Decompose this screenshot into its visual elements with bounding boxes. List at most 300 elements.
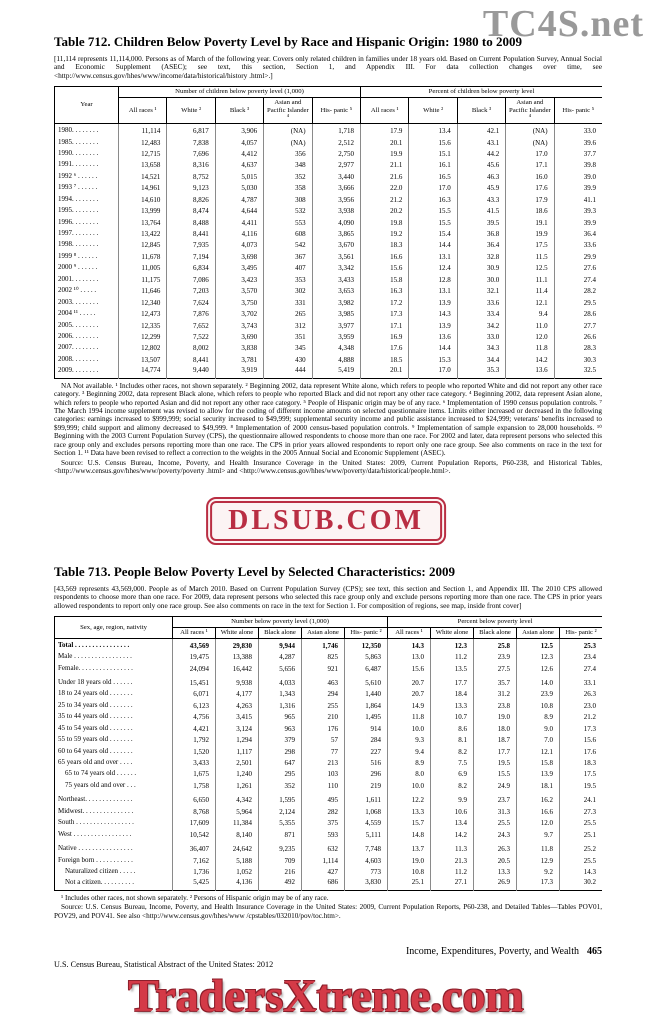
table-row [55,806,603,817]
table-cell: 13.3 [388,806,431,817]
table-cell: 312 [264,320,312,331]
table-cell: 37.7 [554,148,602,159]
table-cell: 17.6 [361,342,409,353]
table-cell: 3,124 [216,723,259,734]
table-cell: 21.2 [361,194,409,205]
row-label: 1991. . . . . . . . [58,160,99,169]
table-cell: 39.3 [554,205,602,216]
table-cell: 21.6 [361,171,409,182]
table-cell: 1,611 [345,791,388,805]
table-row [55,274,603,285]
table-cell: 28.3 [554,342,602,353]
table-cell: 6,123 [173,700,216,711]
table-cell: 12.5 [517,638,560,651]
table-row [55,817,603,828]
row-label: 60 to 64 years old . . . . . . . [58,746,133,755]
row-label: Total . . . . . . . . . . . . . . . . [58,640,130,649]
table-cell: 14.4 [409,342,457,353]
table-cell: 20.1 [361,137,409,148]
table-cell: (NA) [506,137,554,148]
table-cell: 22.0 [361,182,409,193]
table-cell: 921 [302,663,345,674]
row-label: 65 years old and over . . . . [58,758,133,767]
table-cell: 14,610 [119,194,167,205]
table-cell: 36,407 [173,840,216,854]
table-cell: 427 [302,866,345,877]
table-cell: 39.5 [457,217,505,228]
table-cell: 9,235 [259,840,302,854]
table-cell: 14.3 [388,638,431,651]
table-cell: 5,656 [259,663,302,674]
table-cell: 8,441 [167,228,215,239]
table-cell: 9.9 [431,791,474,805]
table-cell: 20.2 [361,205,409,216]
table-cell: 27.7 [554,320,602,331]
table-cell: 13.0 [388,651,431,662]
table-cell: 3,982 [312,297,360,308]
table-cell: 33.1 [560,674,602,688]
row-label: 2003. . . . . . . . [58,297,99,306]
table-cell: 13,764 [119,217,167,228]
table-cell: 12.3 [431,638,474,651]
table-cell: 15.7 [388,817,431,828]
table-cell: 25.3 [560,638,602,651]
row-label: West . . . . . . . . . . . . . . . . . [58,829,132,838]
table-cell: 13.3 [431,700,474,711]
table-cell: 33.6 [554,239,602,250]
table-cell: 16.0 [506,171,554,182]
row-label: 1994. . . . . . . . [58,194,99,203]
table-cell: 26.3 [560,688,602,699]
table-cell: 19.0 [388,855,431,866]
table-cell: 444 [264,365,312,378]
table-713-source: Source: U.S. Census Bureau, Income, Poverty, and Health Insurance Coverage in the United States: 2009, Current Population Reports, P60-238, and Detailed Tables—Tables POV01, POV29, and POV41. See also <http://www.census.gov/hhes/www /cpstables/032010/pov/toc.htm>. [54,903,602,920]
table-cell: 24,094 [173,663,216,674]
table-cell: 15.1 [409,148,457,159]
table-row [55,285,603,296]
table-cell: 4,090 [312,217,360,228]
table-row [55,829,603,840]
table-cell: 13.3 [474,866,517,877]
table-cell: 41.1 [554,194,602,205]
table-cell: 17.9 [506,194,554,205]
table-row [55,297,603,308]
table-cell: 21.1 [361,159,409,170]
table-712-title: Table 712. Children Below Poverty Level by Race and Hispanic Origin: 1980 to 2009 [54,34,523,49]
table-cell: 3,653 [312,285,360,296]
table-cell: 29.5 [554,297,602,308]
table-cell: 31.3 [474,806,517,817]
table-cell: 11.2 [431,866,474,877]
table-cell: 17.1 [361,320,409,331]
table-cell: 1,595 [259,791,302,805]
footer-credit: U.S. Census Bureau, Statistical Abstract of the United States: 2012 [54,960,274,969]
table-cell: 686 [302,877,345,890]
table-cell: 6,817 [167,124,215,137]
row-label: 2008. . . . . . . . [58,354,99,363]
table-cell: 20.5 [474,855,517,866]
table-cell: 176 [302,723,345,734]
table-row [55,757,603,768]
row-label: 1996. . . . . . . . [58,217,99,226]
table-cell: 8,826 [167,194,215,205]
table-cell: 492 [259,877,302,890]
table-cell: 12,845 [119,239,167,250]
table-cell: 3,743 [215,320,263,331]
table-cell: 12.2 [388,791,431,805]
table-cell: 348 [264,159,312,170]
table-cell: 15.8 [517,757,560,768]
table-cell: 24.3 [474,829,517,840]
table-cell: 15.6 [560,734,602,745]
table-cell: 308 [264,194,312,205]
table-row [55,365,603,378]
table-cell: 45.9 [457,182,505,193]
table-cell: 5,863 [345,651,388,662]
table-row [55,124,603,137]
table-row [55,228,603,239]
table-cell: 12.9 [517,855,560,866]
table-cell: 27.3 [560,806,602,817]
table-cell: 5,188 [216,855,259,866]
row-label: Midwest. . . . . . . . . . . . . . . [58,806,134,815]
table-cell: 13.5 [431,663,474,674]
row-label: Foreign born . . . . . . . . . . . [58,855,133,864]
table-cell: 27.4 [560,663,602,674]
table-cell: 23.9 [474,651,517,662]
table-cell: 12,715 [119,148,167,159]
table-cell: 25.5 [560,817,602,828]
table-713-section [54,564,602,936]
table-cell: 21.2 [560,711,602,722]
table-cell: 13.1 [409,285,457,296]
table-cell: 13,422 [119,228,167,239]
table-cell: 25.1 [560,829,602,840]
table-cell: 24,642 [216,840,259,854]
table-cell: 12,350 [345,638,388,651]
table-cell: 39.6 [554,137,602,148]
row-label: Not a citizen. . . . . . . . . . [65,878,135,887]
row-label: 55 to 59 years old . . . . . . . [58,735,133,744]
table-cell: 12.5 [506,262,554,273]
table-cell: 516 [345,757,388,768]
table-cell: 17,609 [173,817,216,828]
table-cell: 3,985 [312,308,360,319]
table-cell: 8,441 [167,354,215,365]
table-cell: 14.0 [517,674,560,688]
table-cell: 3,698 [215,251,263,262]
table-cell: 20.7 [388,674,431,688]
table-cell: 296 [345,768,388,779]
table-cell: 39.9 [554,217,602,228]
table-cell: 632 [302,840,345,854]
table-row [55,342,603,353]
table-cell: 3,956 [312,194,360,205]
table-cell: 25.8 [474,638,517,651]
table-row [55,780,603,791]
table-cell: 18.1 [517,780,560,791]
table-cell: 9.0 [517,723,560,734]
table-cell: 11.8 [517,840,560,854]
table-cell: 12,483 [119,137,167,148]
table-cell: 30.2 [560,877,602,890]
table-cell: 3,919 [215,365,263,378]
row-label: 65 to 74 years old . . . . . . [65,769,137,778]
column-header: Asian and Pacific Islander ⁴ [506,97,554,123]
table-cell: 1,261 [216,780,259,791]
table-cell: 14.2 [506,354,554,365]
row-label: 25 to 34 years old . . . . . . . [58,700,133,709]
table-cell: 18.7 [474,734,517,745]
table-cell: 5,425 [173,877,216,890]
table-cell: 14.8 [388,829,431,840]
table-row [55,182,603,193]
row-label: 35 to 44 years old . . . . . . . [58,712,133,721]
table-cell: 298 [259,746,302,757]
table-cell: 1,052 [216,866,259,877]
table-cell: 7,624 [167,297,215,308]
table-cell: 27.1 [431,877,474,890]
table-cell: 9.4 [388,746,431,757]
table-cell: 1,746 [302,638,345,651]
table-cell: 23.9 [517,688,560,699]
table-cell: 9,123 [167,182,215,193]
table-cell: 4,637 [215,159,263,170]
table-cell: 1,316 [259,700,302,711]
table-cell: 8,140 [216,829,259,840]
row-label: 1990. . . . . . . . [58,148,99,157]
table-cell: 1,520 [173,746,216,757]
table-cell: 23.4 [560,651,602,662]
table-cell: 17.3 [560,723,602,734]
table-cell: 1,718 [312,124,360,137]
table-cell: 3,561 [312,251,360,262]
table-cell: 27.4 [554,274,602,285]
table-cell: 1,343 [259,688,302,699]
table-cell: 46.3 [457,171,505,182]
table-cell: 7,838 [167,137,215,148]
table-cell: 35.7 [474,674,517,688]
table-cell: 6,487 [345,663,388,674]
table-cell: 7,194 [167,251,215,262]
table-cell: 16.1 [409,159,457,170]
table-cell: 7,162 [173,855,216,866]
row-label: 1985. . . . . . . . [58,137,99,146]
table-cell: 10.8 [388,866,431,877]
table-cell: 8,002 [167,342,215,353]
table-cell: 495 [302,791,345,805]
table-cell: 23.7 [474,791,517,805]
table-cell: 9.2 [517,866,560,877]
table-cell: 7,696 [167,148,215,159]
table-cell: 32.1 [457,285,505,296]
table-cell: 963 [259,723,302,734]
table-cell: 19.9 [361,148,409,159]
table-cell: 25.1 [388,877,431,890]
table-cell: 5,015 [215,171,263,182]
table-712-section [54,34,602,564]
row-label: 1992 ⁶ . . . . . . [58,171,98,180]
table-cell: 9,440 [167,365,215,378]
row-label: 2007. . . . . . . . [58,343,99,352]
table-cell: 11.3 [431,840,474,854]
table-cell: 14,961 [119,182,167,193]
table-cell: 27.6 [554,262,602,273]
table-cell: 7.0 [517,734,560,745]
table-cell: 7,748 [345,840,388,854]
table-cell: 17.5 [560,768,602,779]
table-cell: 20.7 [388,688,431,699]
footer-section-title: Income, Expenditures, Poverty, and Wealth [405,946,579,957]
table-cell: 4,033 [259,674,302,688]
table-cell: 16,442 [216,663,259,674]
table-cell: 20.1 [361,365,409,378]
column-header: White alone [216,627,259,638]
table-cell: 4,421 [173,723,216,734]
table-cell: 13.9 [409,320,457,331]
table-cell: 15.8 [361,274,409,285]
table-row [55,768,603,779]
group-header-percent: Percent below poverty level [388,617,602,628]
row-label: 45 to 54 years old . . . . . . . [58,723,133,732]
table-cell: 12.4 [409,262,457,273]
table-cell: 1,440 [345,688,388,699]
table-cell: 17.3 [517,877,560,890]
table-cell: 7,203 [167,285,215,296]
table-cell: 4,136 [216,877,259,890]
table-cell: 7.5 [431,757,474,768]
table-cell: 14,521 [119,171,167,182]
table-cell: 4,603 [345,855,388,866]
table-cell: 2,124 [259,806,302,817]
table-cell: 1,758 [173,780,216,791]
table-cell: 11,678 [119,251,167,262]
table-cell: 39.9 [554,182,602,193]
table-cell: 42.1 [457,124,505,137]
table-cell: 12,802 [119,342,167,353]
row-label: 1993 ⁷ . . . . . . [58,183,98,192]
table-cell: 219 [345,780,388,791]
table-cell: 17.0 [506,148,554,159]
table-cell: 1,294 [216,734,259,745]
group-header-number: Number below poverty level (1,000) [173,617,388,628]
table-row [55,711,603,722]
table-cell: 4,756 [173,711,216,722]
table-cell: 965 [259,711,302,722]
table-cell: 13.1 [409,251,457,262]
column-header: All races ¹ [361,97,409,123]
table-cell: (NA) [264,137,312,148]
table-cell: 14.4 [409,239,457,250]
table-cell: 17.6 [506,182,554,193]
table-712-footnotes: NA Not available. ¹ Includes other races, not shown separately. ² Beginning 2002, data represent White alone, which refers to people who reported White and did not report any other race category. ³ Beginning 2002, data represent Black alone, which refers to people who reported Black and did not report any other race category. ⁴ Beginning 2002, data represent Asian alone, which refers to people who reported Asian and did not report any other race category. ⁵ People of Hispanic origin may be of any race. ⁶ Implementation of 1990 census population controls. ⁷ The March 1994 income supplement was revised to allow for the coding of different income amounts on selected questionnaire items. Limits either increased or decreased in the following categories: earnings increased to $999,999; social security increased to $49,999; supplemental security income and public assistance increased to $24,999; veterans' benefits increased to $99,999; child support and alimony decreased to $49,999. ⁸ Implementation of 2000 census-based population controls. ⁹ Implementation of sample expansion to 28,000 households. ¹⁰ Beginning with the 2003 Current Population Survey (CPS), the questionnaire allowed respondents to choose more than one race. For 2002 and later, data represent persons who selected this race group only and excludes persons reporting more than one race. The CPS in prior years allowed respondents to report only one race group. See also comments on race in the text for Section 1. ¹¹ Data have been revised to reflect a correction to the weights in the 2005 Annual Social and Economic Supplement (ASEC). [54,381,602,458]
table-cell: 3,495 [215,262,263,273]
table-row [55,638,603,651]
table-cell: 10.0 [388,780,431,791]
table-cell: 17.7 [431,674,474,688]
table-cell: 3,781 [215,354,263,365]
table-cell: 5,111 [345,829,388,840]
table-cell: 7,522 [167,331,215,342]
table-row [55,205,603,216]
table-cell: 13.9 [409,297,457,308]
table-cell: 8,752 [167,171,215,182]
column-header: Black ³ [215,97,263,123]
table-cell: 10.7 [431,711,474,722]
table-cell: 773 [345,866,388,877]
table-cell: 463 [302,674,345,688]
table-cell: 16.6 [517,806,560,817]
table-cell: 345 [264,342,312,353]
table-cell: 9.3 [388,734,431,745]
table-cell: 430 [264,354,312,365]
table-cell: 23.8 [474,700,517,711]
table-cell: 5,610 [345,674,388,688]
table-row [55,148,603,159]
table-cell: 4,057 [215,137,263,148]
table-cell: 34.4 [457,354,505,365]
row-label: Under 18 years old . . . . . . [58,677,133,686]
table-cell: 4,287 [259,651,302,662]
table-cell: 15.6 [361,262,409,273]
table-cell: 4,411 [215,217,263,228]
column-header: His- panic ² [345,627,388,638]
table-row [55,688,603,699]
table-row [55,791,603,805]
table-cell: 17.7 [474,746,517,757]
table-cell: 4,263 [216,700,259,711]
table-cell: 17.5 [506,239,554,250]
table-cell: 227 [345,746,388,757]
column-header: White ² [167,97,215,123]
row-label: 2002 ¹⁰ . . . . . [58,286,97,295]
row-label: 2006. . . . . . . . [58,331,99,340]
table-cell: 11,384 [216,817,259,828]
table-cell: 7,652 [167,320,215,331]
table-cell: 11,114 [119,124,167,137]
table-cell: 367 [264,251,312,262]
table-cell: 17.1 [506,159,554,170]
column-header: White ² [409,97,457,123]
table-cell: 44.2 [457,148,505,159]
column-header: Black alone [474,627,517,638]
table-cell: 14.9 [388,700,431,711]
table-cell: 13,388 [216,651,259,662]
watermark-top: TC4S.net [482,3,644,45]
table-cell: 14,774 [119,365,167,378]
table-cell: 1,864 [345,700,388,711]
table-cell: 17.9 [361,124,409,137]
table-cell: 255 [302,700,345,711]
table-cell: 407 [264,262,312,273]
table-cell: 15.5 [409,217,457,228]
table-cell: 8.0 [388,768,431,779]
table-cell: 1,240 [216,768,259,779]
table-cell: 17.2 [361,297,409,308]
table-cell: 16.3 [409,194,457,205]
table-712-intro: [11,114 represents 11,114,000. Persons as of March of the following year. Covers only related children in families under 18 years old. Based on Current Population Survey, Annual Social and Economic Supplement (ASEC); see text, this section, Section 1, and Appendix III. For data collection changes over time, see <http://www.census.gov/hhes/www/income/data/historical/history .html>.] [54,53,602,81]
group-header-percent: Percent of children below poverty level [361,87,602,98]
table-cell: 647 [259,757,302,768]
table-cell: 13.4 [409,124,457,137]
table-cell: 8.2 [431,746,474,757]
table-cell: 41.5 [457,205,505,216]
table-cell: 282 [302,806,345,817]
row-label: 1999 ⁸ . . . . . . [58,251,98,260]
table-cell: 4,348 [312,342,360,353]
table-cell: 12.0 [506,331,554,342]
table-cell: 8.9 [388,757,431,768]
